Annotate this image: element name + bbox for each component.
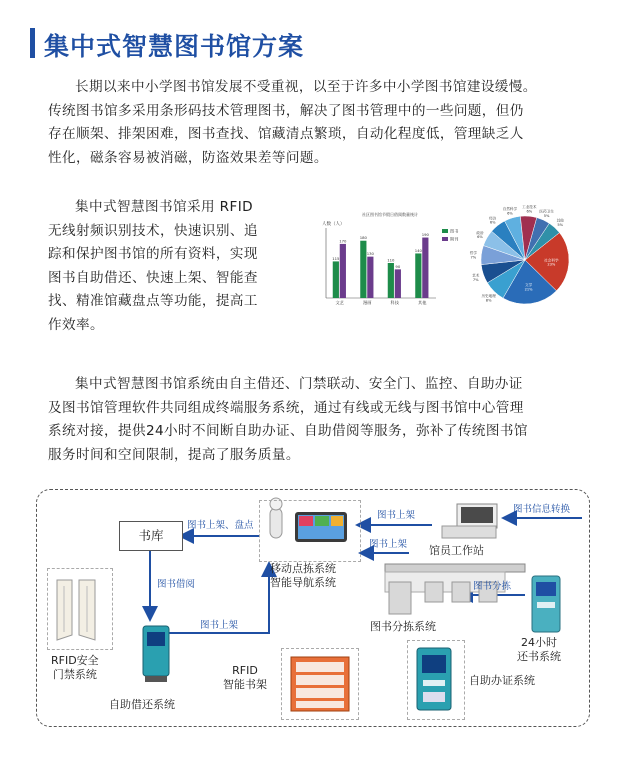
- pie-slice-label: 自然科学: [502, 207, 518, 212]
- bar-value-label: 115: [332, 255, 340, 261]
- pie-value-label: 7%: [472, 277, 479, 282]
- legend-swatch: [442, 229, 448, 233]
- sorting-label: 图书分拣系统: [370, 620, 436, 633]
- bar: [395, 269, 401, 298]
- paragraph-line: 及图书馆管理软件共同组成终端服务系统，通过有线或无线与图书馆中心管理: [48, 399, 524, 416]
- paragraph-line: 集中式智慧图书馆系统由自主借还、门禁联动、安全门、监控、自助办证: [75, 376, 523, 392]
- paragraph-line: 作效率。: [48, 316, 104, 333]
- bar-value-label: 140: [414, 247, 422, 253]
- label-line: RFID安全: [51, 654, 99, 667]
- bar-value-label: 170: [339, 238, 347, 244]
- paragraph-line: 找、精准馆藏盘点等功能，提高工: [48, 293, 258, 309]
- pie-value-label: 6%: [526, 209, 533, 214]
- title-accent-bar: [30, 28, 35, 58]
- borrowing-bar-chart: [308, 208, 473, 313]
- pie-slice-label: 哲学: [469, 251, 477, 256]
- dashed-area-gate: [47, 568, 113, 650]
- dashed-area-shelf: [281, 648, 359, 720]
- rfid-paragraph: [48, 196, 258, 337]
- pie-value-label: 21%: [524, 287, 533, 292]
- bar: [360, 241, 366, 298]
- label-line: 智能导航系统: [270, 576, 336, 589]
- bar: [333, 261, 339, 298]
- checkout-label: 自助借还系统: [109, 698, 175, 711]
- flow-label: 图书上架: [200, 620, 239, 631]
- paragraph-line: 服务时间和空间限制，提高了服务质量。: [48, 446, 300, 463]
- bar: [422, 238, 428, 298]
- label-line: 智能书架: [223, 678, 267, 691]
- dashed-area-card: [407, 640, 465, 720]
- pie-slice-label: 社会科学: [544, 258, 559, 263]
- x-tick-label: 文艺: [335, 300, 344, 305]
- bar-value-label: 180: [359, 235, 367, 241]
- pie-value-label: 5%: [543, 213, 550, 218]
- chart-title: 社区图书馆节假日借阅数量统计: [362, 212, 418, 217]
- gate-label: [51, 654, 99, 682]
- legend-entry: 期刊: [450, 236, 459, 242]
- pie-value-label: 7%: [470, 255, 477, 260]
- pie-slice-label: 其他: [556, 218, 564, 223]
- checkout-kiosk-icon: [143, 626, 169, 682]
- paragraph-line: 长期以来中小学图书馆发展不受重视，以至于许多中小学图书馆建设缓慢。: [75, 79, 537, 95]
- paragraph-line: 无线射频识别技术，快速识别、追: [48, 222, 258, 239]
- legend-entry: 图书: [450, 228, 459, 234]
- page-title: 集中式智慧图书馆方案: [44, 32, 305, 61]
- pie-slice-label: 文学: [525, 283, 533, 288]
- bar: [388, 263, 394, 298]
- pie-slice-label: 医药卫生: [539, 209, 554, 214]
- x-tick-label: 科技: [390, 300, 399, 305]
- bar: [367, 257, 373, 298]
- paragraph-line: 踪和保护图书馆的所有资料，实现: [48, 246, 258, 262]
- label-line: 移动点拣系统: [270, 562, 336, 575]
- return-kiosk-icon: [532, 576, 560, 632]
- bar-value-label: 110: [387, 257, 395, 263]
- label-line: 24小时: [521, 636, 557, 649]
- card-label: 自助办证系统: [469, 674, 535, 687]
- paragraph-line: 系统对接，提供24小时不间断自助办证、自助借阅等服务，弥补了传统图书馆: [48, 423, 528, 439]
- pie-slice-label: 艺术: [472, 273, 480, 278]
- paragraph-line: 性化，磁条容易被消磁，防盗效果差等问题。: [48, 149, 328, 166]
- bar-value-label: 130: [366, 251, 374, 257]
- label-line: RFID: [232, 664, 258, 677]
- pie-value-label: 6%: [477, 235, 483, 240]
- bar: [415, 253, 421, 298]
- mobile-system-label: [270, 562, 336, 590]
- system-paragraph: [48, 373, 528, 467]
- legend-swatch: [442, 237, 448, 241]
- x-tick-label: 漫画: [363, 300, 372, 305]
- paragraph-line: 集中式智慧图书馆采用 RFID: [75, 199, 253, 215]
- flow-label: 图书上架: [369, 539, 408, 550]
- paragraph-line: 图书自助借还、快速上架、智能查: [48, 269, 258, 286]
- pie-value-label: 5%: [557, 222, 564, 227]
- librarian-label: 馆员工作站: [429, 544, 484, 557]
- system-diagram: [36, 489, 590, 727]
- flow-label: 图书上架: [377, 510, 416, 521]
- pie-slice-label: 政治: [476, 231, 484, 236]
- shelf-label: [223, 664, 267, 692]
- pie-value-label: 6%: [489, 220, 496, 225]
- pie-value-label: 23%: [547, 262, 556, 267]
- flow-label: 图书信息转换: [513, 504, 571, 515]
- library-box: 书库: [119, 521, 183, 551]
- pie-value-label: 8%: [485, 298, 492, 303]
- bar-value-label: 190: [421, 232, 429, 238]
- x-tick-label: 其他: [418, 300, 427, 305]
- bar: [340, 244, 346, 298]
- category-pie-chart: [455, 198, 605, 316]
- dashed-area-mobile: [259, 500, 361, 562]
- flow-label: 图书借阅: [157, 579, 196, 590]
- pie-slice-label: 经济: [489, 216, 497, 221]
- label-line: 门禁系统: [52, 668, 97, 681]
- intro-paragraph: [48, 76, 537, 170]
- flow-label: 图书上架、盘点: [187, 520, 254, 531]
- return-label: [517, 636, 561, 664]
- pie-value-label: 6%: [507, 211, 513, 216]
- workstation-icon: [442, 504, 497, 538]
- paragraph-line: 传统图书馆多采用条形码技术管理图书，解决了图书管理中的一些问题，但仍: [48, 102, 524, 119]
- flow-label: 图书分拣: [473, 581, 512, 592]
- label-line: 还书系统: [517, 650, 561, 663]
- paragraph-line: 存在顺架、排架困难，图书查找、馆藏清点繁琐，自动化程度低，管理缺乏人: [48, 126, 524, 142]
- y-axis-label: 人数（人）: [322, 222, 345, 227]
- pie-slice-label: 历史地理: [481, 294, 496, 299]
- pie-slice-label: 工业技术: [522, 205, 537, 210]
- bar-value-label: 90: [395, 263, 401, 269]
